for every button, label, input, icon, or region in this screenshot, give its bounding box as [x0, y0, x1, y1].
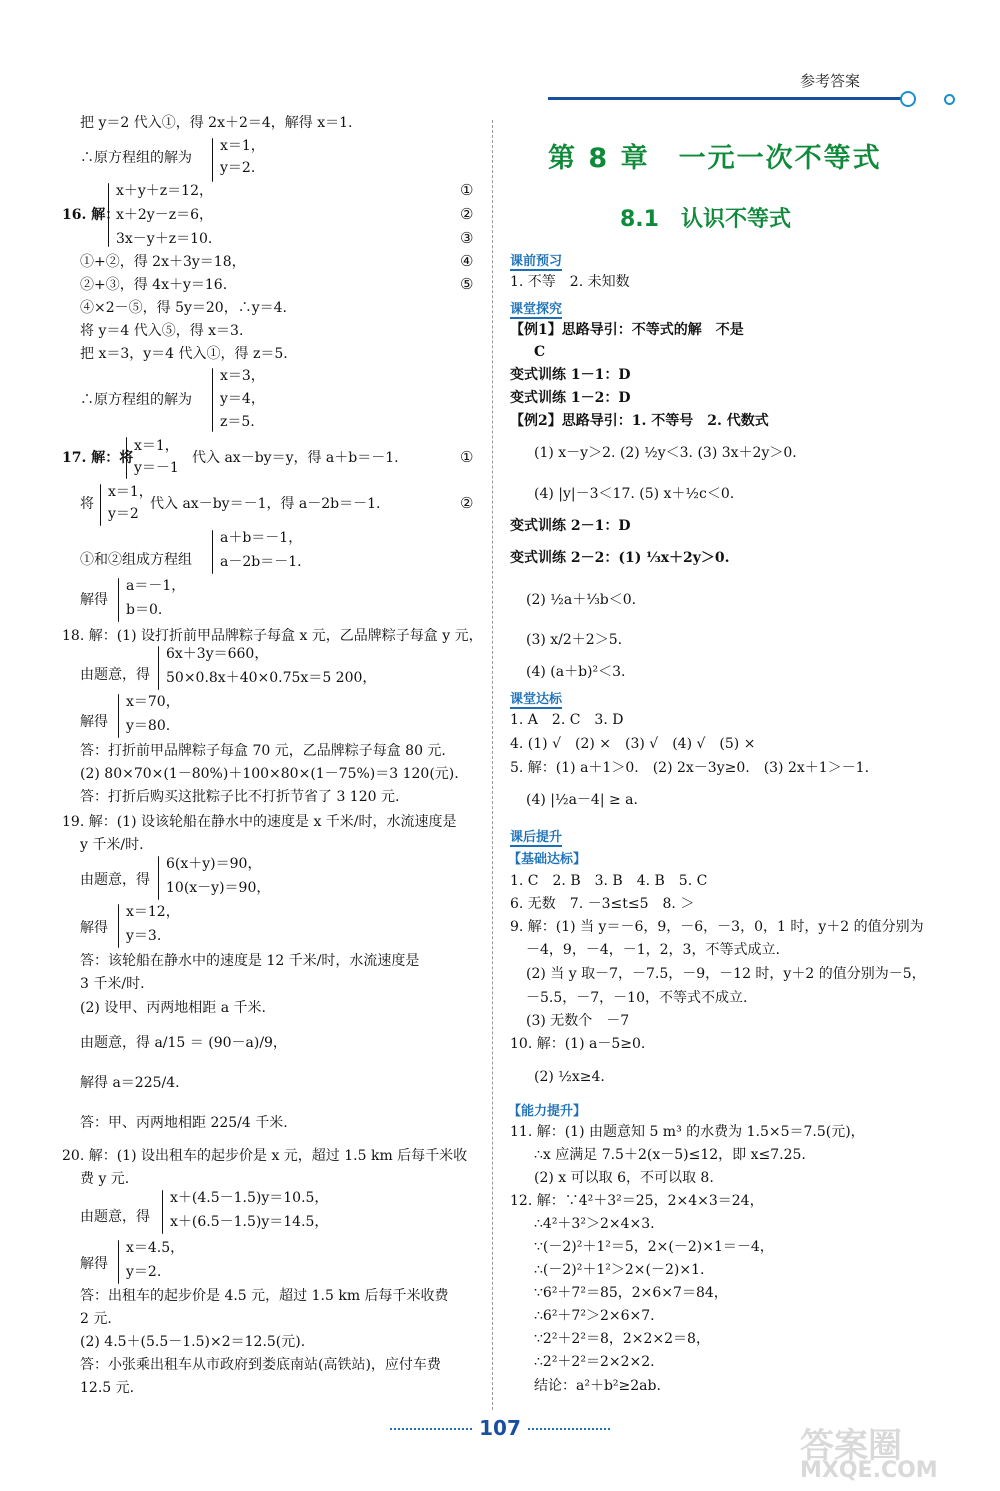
brace	[118, 904, 119, 948]
left-line: 50×0.8x＋40×0.75x＝5 200，	[166, 670, 377, 686]
left-line: 解得	[80, 920, 108, 936]
brace	[118, 694, 119, 738]
left-line: (2) 设甲、丙两地相距 a 千米.	[80, 1000, 266, 1016]
left-line: 答：小张乘出租车从市政府到娄底南站(高铁站)，应付车费	[80, 1357, 441, 1373]
right-line: ∵(－2)²＋1²＝5，2×(－2)×1＝－4，	[534, 1239, 774, 1255]
left-line: (2) 4.5＋(5.5－1.5)×2＝12.5(元).	[80, 1334, 306, 1350]
left-line: y＝4，	[220, 391, 265, 407]
circle-label: ③	[460, 229, 474, 247]
right-line: (3) 无数个 －7	[526, 1013, 630, 1029]
left-line: ∴原方程组的解为	[80, 392, 192, 408]
right-line: －5.5，－7，－10，不等式不成立.	[526, 990, 748, 1006]
right-line: (2) ½a＋⅓b＜0.	[526, 592, 637, 608]
right-line: 变式训练 1－2：D	[510, 390, 631, 406]
left-line: 18. 解：(1) 设打折前甲品牌粽子每盒 x 元，乙品牌粽子每盒 y 元，	[62, 628, 483, 644]
left-line: 解得 a＝225/4.	[80, 1075, 180, 1091]
header-circle-ornament	[900, 91, 916, 107]
left-line: y＝3.	[126, 928, 162, 944]
circle-label: ②	[460, 494, 474, 512]
header-rule	[548, 97, 908, 100]
brace	[108, 183, 109, 247]
left-line: x＝1，	[134, 438, 179, 454]
left-line: 由题意，得	[80, 872, 150, 888]
page-number: 107	[479, 1416, 521, 1440]
left-line: b＝0.	[126, 602, 163, 618]
left-line: x＋(4.5－1.5)y＝10.5，	[170, 1190, 329, 1206]
right-line: 9. 解：(1) 当 y＝－6，9，－6，－3，0，1 时，y＋2 的值分别为	[510, 919, 924, 935]
chapter-title: 第 8 章 一元一次不等式	[548, 143, 882, 174]
left-line: y＝2.	[220, 160, 256, 176]
left-line: (2) 80×70×(1－80%)＋100×80×(1－75%)＝3 120(元).	[80, 766, 459, 782]
right-line: 5. 解：(1) a＋1＞0. (2) 2x－3y≥0. (3) 2x＋1＞－1.	[510, 760, 870, 776]
right-line: C	[534, 344, 546, 360]
left-line: 答：甲、丙两地相距 225/4 千米.	[80, 1115, 288, 1131]
left-line: x＋y＋z＝12，	[116, 183, 213, 199]
brace	[212, 138, 213, 182]
left-line: 答：该轮船在静水中的速度是 12 千米/时，水流速度是	[80, 953, 420, 969]
tag-explore: 课堂探究	[510, 298, 562, 319]
right-line: (4) (a＋b)²＜3.	[526, 664, 626, 680]
left-line: 答：打折后购买这批粽子比不打折节省了 3 120 元.	[80, 789, 400, 805]
right-line: 6. 无数 7. －3≤t≤5 8. ＞	[510, 896, 695, 912]
brace	[100, 484, 101, 526]
left-line: 3x－y＋z＝10.	[116, 231, 213, 247]
section-title: 8.1 认识不等式	[620, 207, 791, 232]
right-line: (2) 当 y 取－7，－7.5，－9，－12 时，y＋2 的值分别为－5，	[526, 966, 926, 982]
brace	[126, 437, 127, 479]
left-line: y＝2	[108, 506, 139, 522]
tag-reach: 课堂达标	[510, 688, 562, 709]
right-line: －4，9，－4，－1，2，3，不等式成立.	[526, 942, 780, 958]
left-line: 由题意，得	[80, 1209, 150, 1225]
right-line: 4. (1) √ (2) × (3) √ (4) √ (5) ×	[510, 736, 756, 752]
left-line: a＋b＝－1，	[220, 530, 303, 546]
circle-label: ①	[460, 181, 474, 199]
left-line: 将 y＝4 代入⑤，得 x＝3.	[80, 323, 244, 339]
watermark-url: MXQE.COM	[800, 1458, 938, 1483]
left-line: x＋2y－z＝6，	[116, 207, 213, 223]
circle-label: ⑤	[460, 275, 474, 293]
right-line: ∵2²＋2²＝8，2×2×2＝8，	[534, 1331, 710, 1347]
left-line: 费 y 元.	[80, 1171, 130, 1187]
right-line: 【例2】思路导引：1. 不等号 2. 代数式	[510, 413, 769, 429]
tag-preview: 课前预习	[510, 250, 562, 271]
left-line: 12.5 元.	[80, 1380, 135, 1396]
header-dot-ornament	[944, 94, 955, 105]
left-line: 代入 ax－by＝－1，得 a－2b＝－1.	[150, 496, 381, 512]
brace	[158, 646, 159, 690]
brace	[118, 578, 119, 622]
right-line: (1) x－y＞2. (2) ½y＜3. (3) 3x＋2y＞0.	[534, 445, 797, 461]
tag-basic: 【基础达标】	[508, 852, 587, 867]
right-line: 11. 解：(1) 由题意知 5 m³ 的水费为 1.5×5＝7.5(元)，	[510, 1124, 865, 1140]
right-line: 变式训练 1－1：D	[510, 367, 631, 383]
left-line: ∴原方程组的解为	[80, 150, 192, 166]
right-line: 【例1】思路导引：不等式的解 不是	[510, 322, 744, 338]
problem-number: 16. 解：	[62, 207, 120, 223]
left-line: x＝1，	[108, 484, 153, 500]
left-line: y＝80.	[126, 718, 171, 734]
right-line: ∴x 应满足 7.5＋2(x－5)≤12，即 x≤7.25.	[534, 1147, 806, 1163]
left-line: 10(x－y)＝90，	[166, 880, 271, 896]
left-line: 答：出租车的起步价是 4.5 元，超过 1.5 km 后每千米收费	[80, 1288, 449, 1304]
right-line: ∴4²＋3²＞2×4×3.	[534, 1216, 655, 1232]
left-line: y 千米/时.	[80, 837, 144, 853]
left-line: 把 y＝2 代入①，得 2x＋2＝4，解得 x＝1.	[80, 115, 353, 131]
left-line: 代入 ax－by＝y，得 a＋b＝－1.	[192, 450, 399, 466]
left-line: x＝4.5，	[126, 1240, 185, 1256]
right-line: ∴6²＋7²＞2×6×7.	[534, 1308, 655, 1324]
left-line: y＝－1	[134, 460, 179, 476]
right-line: ∵6²＋7²＝85，2×6×7＝84，	[534, 1285, 728, 1301]
left-line: a－2b＝－1.	[220, 554, 302, 570]
brace	[212, 530, 213, 574]
left-line: x＋(6.5－1.5)y＝14.5，	[170, 1214, 329, 1230]
left-line: 由题意，得 a/15 ＝ (90－a)/9，	[80, 1035, 287, 1051]
left-line: ④×2－⑤，得 5y＝20，∴y＝4.	[80, 300, 287, 316]
watermark-logo: 答案圈	[800, 1426, 902, 1466]
right-line: (2) x 可以取 6，不可以取 8.	[534, 1170, 714, 1186]
left-line: ①和②组成方程组	[80, 552, 192, 568]
left-line: 解得	[80, 714, 108, 730]
right-line: 1. A 2. C 3. D	[510, 712, 624, 728]
page-number-ornament-right	[528, 1428, 610, 1430]
left-line: 答：打折前甲品牌粽子每盒 70 元，乙品牌粽子每盒 80 元.	[80, 743, 446, 759]
left-line: x＝12，	[126, 904, 180, 920]
right-line: 变式训练 2－2：(1) ⅓x＋2y＞0.	[510, 550, 730, 566]
left-line: 3 千米/时.	[80, 976, 145, 992]
brace	[162, 1190, 163, 1234]
tag-improve: 课后提升	[510, 826, 562, 847]
left-line: x＝1，	[220, 138, 265, 154]
left-line: y＝2.	[126, 1264, 162, 1280]
right-line: (2) ½x≥4.	[534, 1069, 605, 1085]
right-line: ∴(－2)²＋1²＞2×(－2)×1.	[534, 1262, 705, 1278]
left-line: 将	[80, 496, 94, 512]
left-line: 把 x＝3，y＝4 代入①，得 z＝5.	[80, 346, 288, 362]
left-line: 解得	[80, 592, 108, 608]
right-line: 10. 解：(1) a－5≥0.	[510, 1036, 646, 1052]
circle-label: ①	[460, 448, 474, 466]
left-line: ①+②，得 2x＋3y＝18，	[80, 254, 246, 270]
left-line: 由题意，得	[80, 667, 150, 683]
circle-label: ②	[460, 205, 474, 223]
header-label: 参考答案	[800, 72, 861, 90]
left-line: 解得	[80, 1256, 108, 1272]
brace	[158, 856, 159, 900]
left-line: z＝5.	[220, 414, 255, 430]
right-line: 1. 不等 2. 未知数	[510, 274, 630, 290]
right-line: 变式训练 2－1：D	[510, 518, 631, 534]
page-number-ornament-left	[390, 1428, 472, 1430]
right-line: (4) |y|－3＜17. (5) x＋½c＜0.	[534, 486, 735, 502]
left-line: x＝3，	[220, 368, 265, 384]
left-line: a＝－1，	[126, 578, 186, 594]
left-line: ②+③，得 4x＋y＝16.	[80, 277, 228, 293]
left-line: x＝70，	[126, 694, 180, 710]
circle-label: ④	[460, 252, 474, 270]
brace	[212, 368, 213, 432]
right-line: 1. C 2. B 3. B 4. B 5. C	[510, 873, 708, 889]
column-divider	[492, 120, 493, 1410]
right-line: ∴2²＋2²＝2×2×2.	[534, 1354, 655, 1370]
right-line: (4) |½a－4| ≥ a.	[526, 792, 638, 808]
problem-number: 17. 解：将	[62, 450, 134, 466]
left-line: 20. 解：(1) 设出租车的起步价是 x 元，超过 1.5 km 后每千米收	[62, 1148, 468, 1164]
right-line: 结论：a²＋b²≥2ab.	[534, 1378, 661, 1394]
left-line: 6(x＋y)＝90，	[166, 856, 262, 872]
left-line: 2 元.	[80, 1311, 112, 1327]
tag-ability: 【能力提升】	[508, 1104, 587, 1119]
right-line: (3) x/2＋2＞5.	[526, 632, 623, 648]
right-line: 12. 解：∵4²＋3²＝25，2×4×3＝24，	[510, 1193, 764, 1209]
brace	[118, 1240, 119, 1284]
left-line: 19. 解：(1) 设该轮船在静水中的速度是 x 千米/时，水流速度是	[62, 814, 457, 830]
left-line: 6x＋3y＝660，	[166, 646, 269, 662]
